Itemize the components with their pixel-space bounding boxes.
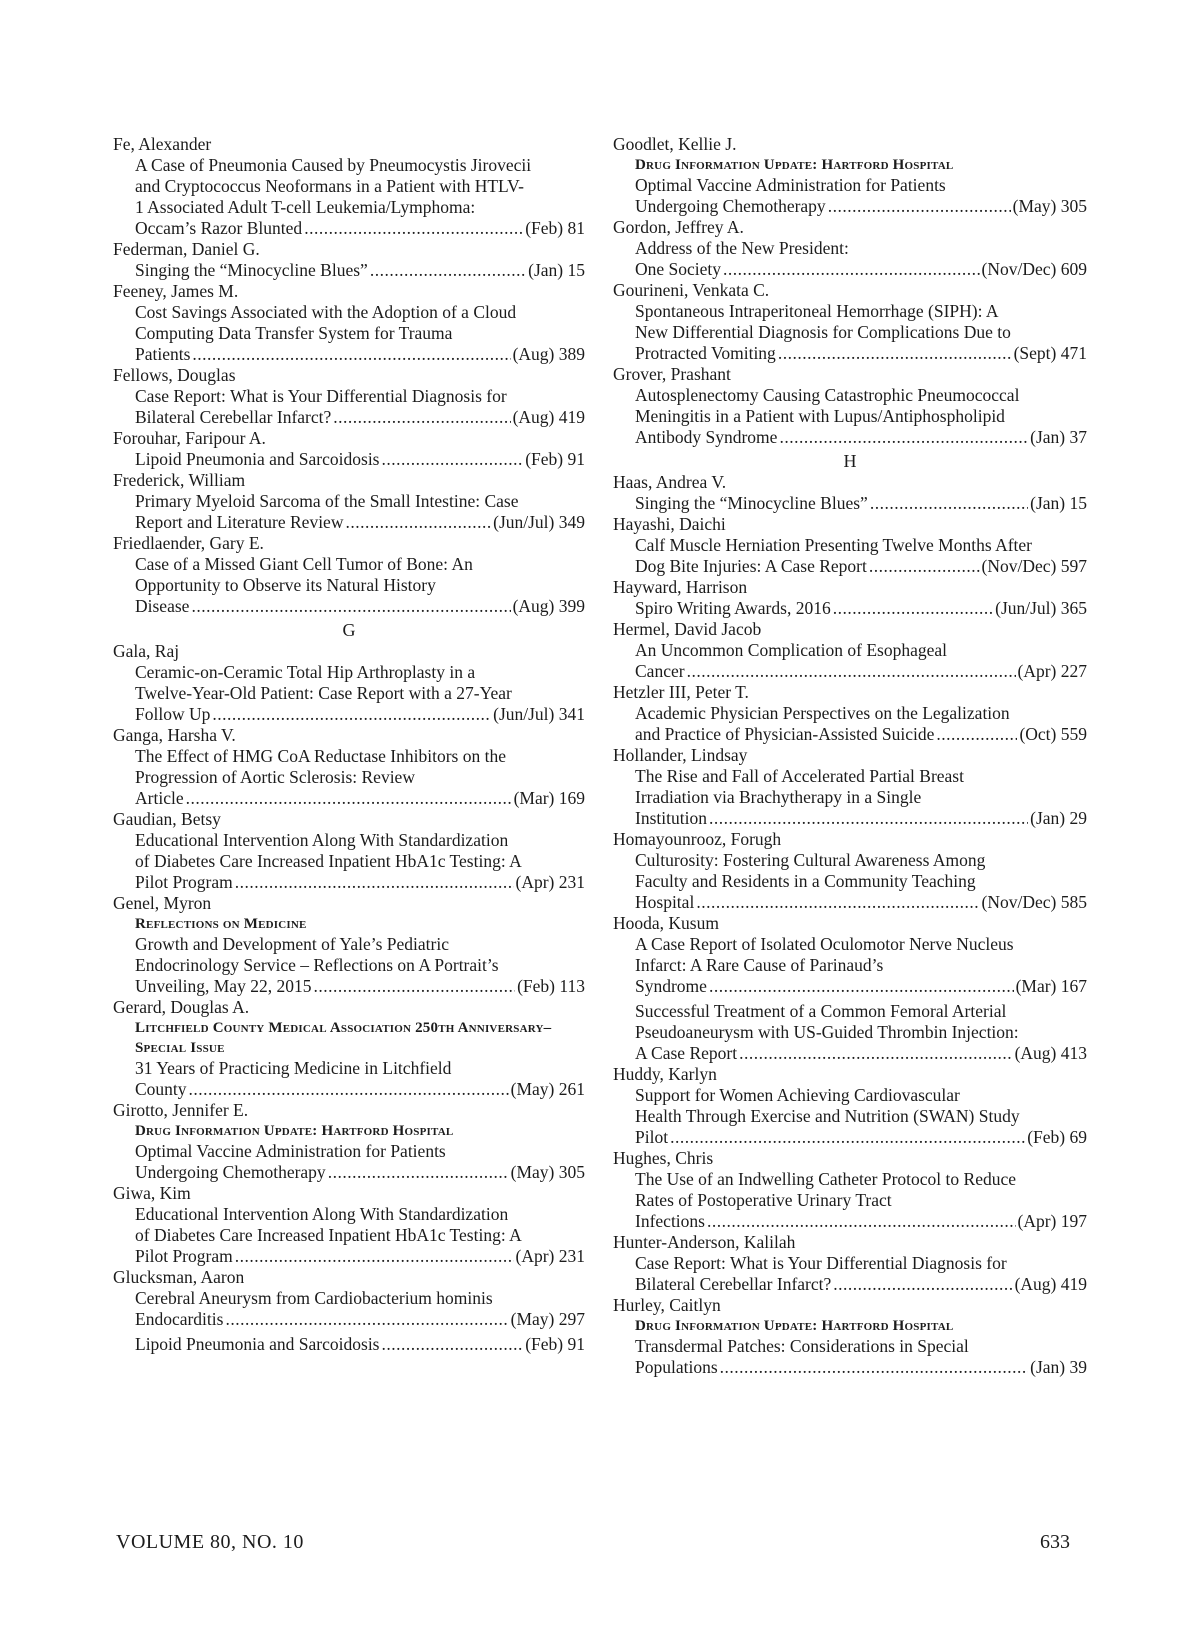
issue-page-ref: (Apr) 197	[1017, 1211, 1087, 1231]
article-title-line: Case of a Missed Giant Cell Tumor of Bone: An	[135, 554, 473, 574]
article-entry	[113, 934, 585, 997]
article-entry	[613, 934, 1087, 997]
issue-page-ref: (Apr) 227	[1017, 661, 1087, 681]
article-title-text: Bilateral Cerebellar Infarct?	[635, 1274, 832, 1294]
article-title-last-line	[635, 556, 1087, 577]
issue-page-ref: (Feb) 91	[525, 1334, 585, 1354]
article-entry	[613, 1085, 1087, 1148]
article-title-text: Singing the “Minocycline Blues”	[135, 260, 368, 280]
article-entry	[113, 1334, 585, 1355]
index-entry	[113, 1100, 585, 1183]
article-title-text: Lipoid Pneumonia and Sarcoidosis	[135, 449, 380, 469]
dot-leader	[382, 1334, 524, 1355]
section-letter: H	[843, 451, 857, 471]
index-entry	[613, 1148, 1087, 1232]
article-title-line: Spontaneous Intraperitoneal Hemorrhage (SIPH): A	[635, 301, 999, 321]
author-name: Glucksman, Aaron	[113, 1267, 245, 1287]
article-entry	[613, 175, 1087, 217]
article-entry	[613, 1169, 1087, 1232]
article-entry	[113, 1141, 585, 1183]
issue-page-ref: (Jun/Jul) 365	[995, 598, 1087, 618]
author-name: Feeney, James M.	[113, 281, 239, 301]
article-title-last-line	[135, 1334, 585, 1355]
article-entry	[613, 1253, 1087, 1295]
dot-leader	[828, 196, 1011, 217]
index-entry	[613, 829, 1087, 913]
article-entry	[613, 385, 1087, 448]
issue-page-ref: (Jan) 15	[1030, 493, 1087, 513]
article-title-text: Institution	[635, 808, 707, 828]
article-title-line: Faculty and Residents in a Community Teaching	[635, 871, 976, 891]
author-name: Fellows, Douglas	[113, 365, 236, 385]
article-entry	[613, 598, 1087, 619]
article-title-text: Protracted Vomiting	[635, 343, 776, 363]
article-entry	[613, 301, 1087, 364]
author-name: Gordon, Jeffrey A.	[613, 217, 744, 237]
article-title-line: The Use of an Indwelling Catheter Protocol to Reduce	[635, 1169, 1017, 1189]
issue-page-ref: (Apr) 231	[515, 1246, 585, 1266]
author-name: Friedlaender, Gary E.	[113, 533, 264, 553]
index-entry	[113, 428, 585, 470]
issue-page-ref: (Jan) 37	[1030, 427, 1087, 447]
article-entry	[613, 1001, 1087, 1064]
article-title-line: Case Report: What is Your Differential Diagnosis for	[135, 386, 507, 406]
dot-leader	[870, 493, 1028, 514]
article-title-text: Cancer	[635, 661, 685, 681]
author-name: Hayashi, Daichi	[613, 514, 726, 534]
article-entry	[113, 830, 585, 893]
dot-leader	[212, 704, 491, 725]
index-entry	[113, 997, 585, 1100]
article-title-last-line	[635, 1127, 1087, 1148]
issue-page-ref: (Jun/Jul) 349	[493, 512, 585, 532]
index-column-left	[113, 134, 585, 1355]
article-title-line: Opportunity to Observe its Natural History	[135, 575, 436, 595]
article-title-last-line	[635, 892, 1087, 913]
article-title-last-line	[635, 259, 1087, 280]
article-title-last-line	[135, 788, 585, 809]
dot-leader	[670, 1127, 1025, 1148]
dot-leader	[833, 1274, 1012, 1295]
author-name: Girotto, Jennifer E.	[113, 1100, 249, 1120]
article-title-last-line	[635, 976, 1087, 997]
article-title-last-line	[635, 343, 1087, 364]
article-title-line: Ceramic-on-Ceramic Total Hip Arthroplasty in a	[135, 662, 476, 682]
article-entry	[113, 554, 585, 617]
index-entry	[613, 1064, 1087, 1148]
index-entry	[113, 281, 585, 365]
article-title-last-line	[135, 407, 585, 428]
issue-page-ref: (Aug) 399	[512, 596, 585, 616]
article-title-text: Follow Up	[135, 704, 211, 724]
author-name: Genel, Myron	[113, 893, 212, 913]
author-name: Haas, Andrea V.	[613, 472, 727, 492]
issue-page-ref: (Nov/Dec) 585	[981, 892, 1087, 912]
index-entry	[113, 1267, 585, 1355]
article-entry	[113, 260, 585, 281]
index-entry	[113, 365, 585, 428]
issue-page-ref: (Mar) 167	[1015, 976, 1087, 996]
article-title-last-line	[135, 1162, 585, 1183]
article-entry	[113, 1288, 585, 1330]
index-entry	[613, 472, 1087, 514]
article-title-text: Spiro Writing Awards, 2016	[635, 598, 831, 618]
article-entry	[113, 155, 585, 239]
article-title-text: Bilateral Cerebellar Infarct?	[135, 407, 332, 427]
author-name: Hooda, Kusum	[613, 913, 719, 933]
index-entry	[113, 641, 585, 725]
index-entry	[613, 745, 1087, 829]
article-title-line: Address of the New President:	[635, 238, 849, 258]
article-title-last-line	[135, 260, 585, 281]
article-title-text: Article	[135, 788, 184, 808]
section-heading: Litchfield County Medical Association 250th Anniversary– Special Issue	[135, 1020, 552, 1056]
author-name: Gala, Raj	[113, 641, 180, 661]
article-title-line: An Uncommon Complication of Esophageal	[635, 640, 948, 660]
index-entry	[613, 1232, 1087, 1295]
article-entry	[113, 449, 585, 470]
issue-page-ref: (Jun/Jul) 341	[493, 704, 585, 724]
article-title-text: A Case Report	[635, 1043, 738, 1063]
article-title-last-line	[135, 596, 585, 617]
author-name: Homayounrooz, Forugh	[613, 829, 782, 849]
author-name: Gerard, Douglas A.	[113, 997, 250, 1017]
article-title-last-line	[635, 196, 1087, 217]
author-name: Grover, Prashant	[613, 364, 731, 384]
dot-leader	[936, 724, 1017, 745]
dot-leader	[191, 596, 510, 617]
author-name: Goodlet, Kellie J.	[613, 134, 737, 154]
article-title-line: Irradiation via Brachytherapy in a Single	[635, 787, 922, 807]
article-title-line: Culturosity: Fostering Cultural Awareness Among	[635, 850, 986, 870]
article-title-last-line	[135, 704, 585, 725]
article-entry	[613, 238, 1087, 280]
article-title-last-line	[635, 598, 1087, 619]
article-title-text: Populations	[635, 1357, 718, 1377]
author-name: Huddy, Karlyn	[613, 1064, 717, 1084]
article-title-line: Transdermal Patches: Considerations in Special	[635, 1336, 969, 1356]
index-entry	[613, 134, 1087, 217]
article-title-last-line	[135, 449, 585, 470]
article-title-line: The Rise and Fall of Accelerated Partial Breast	[635, 766, 964, 786]
article-title-last-line	[635, 1211, 1087, 1232]
section-heading: Drug Information Update: Hartford Hospital	[635, 157, 954, 173]
index-entry	[113, 725, 585, 809]
article-title-text: Undergoing Chemotherapy	[635, 196, 826, 216]
author-name: Ganga, Harsha V.	[113, 725, 236, 745]
section-heading: Drug Information Update: Hartford Hospital	[635, 1318, 954, 1334]
article-title-text: Singing the “Minocycline Blues”	[635, 493, 868, 513]
issue-page-ref: (Aug) 419	[512, 407, 585, 427]
article-title-line: Rates of Postoperative Urinary Tract	[635, 1190, 892, 1210]
article-title-line: Meningitis in a Patient with Lupus/Antiphospholipid	[635, 406, 1005, 426]
issue-page-ref: (May) 305	[510, 1162, 585, 1182]
index-entry	[613, 280, 1087, 364]
author-name: Hermel, David Jacob	[613, 619, 762, 639]
index-entry	[613, 682, 1087, 745]
article-entry	[613, 535, 1087, 577]
article-title-line: Pseudoaneurysm with US-Guided Thrombin Injection:	[635, 1022, 1019, 1042]
dot-leader	[687, 661, 1016, 682]
dot-leader	[370, 260, 526, 281]
article-title-text: Lipoid Pneumonia and Sarcoidosis	[135, 1334, 380, 1354]
article-title-text: Endocarditis	[135, 1309, 224, 1329]
dot-leader	[189, 1079, 509, 1100]
article-entry	[113, 302, 585, 365]
index-entry	[113, 134, 585, 239]
article-title-last-line	[135, 1246, 585, 1267]
article-title-last-line	[635, 661, 1087, 682]
author-name: Hayward, Harrison	[613, 577, 748, 597]
article-entry	[113, 386, 585, 428]
dot-leader	[304, 218, 523, 239]
dot-leader	[333, 407, 510, 428]
author-name: Hetzler III, Peter T.	[613, 682, 749, 702]
article-title-line: Primary Myeloid Sarcoma of the Small Intestine: Case	[135, 491, 519, 511]
issue-page-ref: (Feb) 81	[525, 218, 585, 238]
article-entry	[113, 491, 585, 533]
article-entry	[613, 493, 1087, 514]
article-title-line: Autosplenectomy Causing Catastrophic Pneumococcal	[635, 385, 1020, 405]
issue-page-ref: (Nov/Dec) 597	[981, 556, 1087, 576]
dot-leader	[779, 427, 1028, 448]
article-title-text: Patients	[135, 344, 191, 364]
dot-leader	[707, 1211, 1016, 1232]
article-title-line: Optimal Vaccine Administration for Patients	[635, 175, 946, 195]
article-title-last-line	[135, 1309, 585, 1330]
article-title-line: Academic Physician Perspectives on the Legalization	[635, 703, 1010, 723]
article-title-line: Health Through Exercise and Nutrition (SWAN) Study	[635, 1106, 1020, 1126]
article-title-text: Pilot	[635, 1127, 669, 1147]
index-entry	[613, 514, 1087, 577]
dot-leader	[696, 892, 979, 913]
index-column-right	[613, 134, 1087, 1378]
article-title-line: of Diabetes Care Increased Inpatient HbA1c Testing: A	[135, 851, 522, 871]
index-entry	[613, 1295, 1087, 1378]
issue-page-ref: (Sept) 471	[1013, 343, 1087, 363]
author-name: Gaudian, Betsy	[113, 809, 221, 829]
page-number: 633	[1040, 1531, 1070, 1553]
article-title-line: A Case Report of Isolated Oculomotor Nerve Nucleus	[635, 934, 1014, 954]
issue-page-ref: (Feb) 91	[525, 449, 585, 469]
volume-footer: VOLUME 80, NO. 10	[116, 1531, 304, 1553]
article-title-last-line	[635, 1274, 1087, 1295]
article-title-last-line	[635, 1043, 1087, 1064]
article-title-text: Disease	[135, 596, 190, 616]
article-title-line: Optimal Vaccine Administration for Patients	[135, 1141, 446, 1161]
section-heading: Reflections on Medicine	[135, 916, 307, 932]
article-title-text: Hospital	[635, 892, 695, 912]
article-title-line: Progression of Aortic Sclerosis: Review	[135, 767, 415, 787]
author-name: Frederick, William	[113, 470, 246, 490]
article-title-text: Report and Literature Review	[135, 512, 344, 532]
article-entry	[113, 746, 585, 809]
dot-leader	[833, 598, 993, 619]
index-entry	[113, 809, 585, 893]
dot-leader	[709, 976, 1014, 997]
article-entry	[113, 1204, 585, 1267]
issue-page-ref: (Feb) 69	[1027, 1127, 1087, 1147]
article-title-last-line	[635, 427, 1087, 448]
article-title-line: The Effect of HMG CoA Reductase Inhibitors on the	[135, 746, 506, 766]
dot-leader	[778, 343, 1012, 364]
article-title-text: Pilot Program	[135, 1246, 233, 1266]
dot-leader	[192, 344, 510, 365]
issue-page-ref: (Jan) 29	[1030, 808, 1087, 828]
issue-page-ref: (May) 261	[510, 1079, 585, 1099]
issue-page-ref: (May) 305	[1012, 196, 1087, 216]
article-title-line: Educational Intervention Along With Standardization	[135, 1204, 509, 1224]
article-title-last-line	[635, 1357, 1087, 1378]
issue-page-ref: (Jan) 39	[1030, 1357, 1087, 1377]
article-title-text: Antibody Syndrome	[635, 427, 778, 447]
author-name: Giwa, Kim	[113, 1183, 191, 1203]
article-entry	[613, 703, 1087, 745]
article-title-line: 1 Associated Adult T-cell Leukemia/Lymphoma:	[135, 197, 476, 217]
article-entry	[613, 766, 1087, 829]
article-title-last-line	[135, 218, 585, 239]
dot-leader	[709, 808, 1028, 829]
index-entry	[113, 470, 585, 533]
index-entry	[113, 1183, 585, 1267]
dot-leader	[345, 512, 491, 533]
dot-leader	[235, 1246, 514, 1267]
article-title-line: A Case of Pneumonia Caused by Pneumocystis Jirovecii	[135, 155, 532, 175]
author-name: Hunter-Anderson, Kalilah	[613, 1232, 796, 1252]
article-title-line: Twelve-Year-Old Patient: Case Report with a 27-Year	[135, 683, 512, 703]
article-title-line: New Differential Diagnosis for Complications Due to	[635, 322, 1011, 342]
issue-page-ref: (May) 297	[510, 1309, 585, 1329]
index-entry	[613, 619, 1087, 682]
issue-page-ref: (Aug) 413	[1014, 1043, 1087, 1063]
article-title-text: One Society	[635, 259, 722, 279]
article-title-line: Calf Muscle Herniation Presenting Twelve Months After	[635, 535, 1032, 555]
dot-leader	[869, 556, 980, 577]
article-title-text: Unveiling, May 22, 2015	[135, 976, 312, 996]
dot-leader	[720, 1357, 1028, 1378]
dot-leader	[739, 1043, 1013, 1064]
article-entry	[113, 1058, 585, 1100]
article-title-line: Cost Savings Associated with the Adoption of a Cloud	[135, 302, 517, 322]
author-name: Hollander, Lindsay	[613, 745, 748, 765]
index-entry	[613, 217, 1087, 280]
index-entry	[613, 913, 1087, 1064]
article-title-last-line	[135, 1079, 585, 1100]
article-title-line: Case Report: What is Your Differential Diagnosis for	[635, 1253, 1007, 1273]
author-name: Hurley, Caitlyn	[613, 1295, 721, 1315]
issue-page-ref: (Oct) 559	[1019, 724, 1087, 744]
article-entry	[113, 662, 585, 725]
article-entry	[613, 850, 1087, 913]
issue-page-ref: (Aug) 389	[512, 344, 585, 364]
author-name: Hughes, Chris	[613, 1148, 714, 1168]
article-title-line: Computing Data Transfer System for Trauma	[135, 323, 453, 343]
article-title-line: 31 Years of Practicing Medicine in Litchfield	[135, 1058, 452, 1078]
section-letter: G	[342, 620, 356, 640]
article-title-last-line	[135, 344, 585, 365]
author-name: Forouhar, Faripour A.	[113, 428, 266, 448]
dot-leader	[313, 976, 515, 997]
article-title-line: Support for Women Achieving Cardiovascular	[635, 1085, 960, 1105]
article-title-line: Growth and Development of Yale’s Pediatric	[135, 934, 449, 954]
article-title-line: Educational Intervention Along With Standardization	[135, 830, 509, 850]
dot-leader	[225, 1309, 508, 1330]
section-heading: Drug Information Update: Hartford Hospital	[135, 1123, 454, 1139]
article-title-text: Undergoing Chemotherapy	[135, 1162, 326, 1182]
author-name: Gourineni, Venkata C.	[613, 280, 770, 300]
author-name: Fe, Alexander	[113, 134, 212, 154]
issue-page-ref: (Mar) 169	[513, 788, 585, 808]
index-entry	[113, 533, 585, 617]
article-title-line: and Cryptococcus Neoformans in a Patient with HTLV-	[135, 176, 524, 196]
article-title-text: Syndrome	[635, 976, 707, 996]
issue-page-ref: (Nov/Dec) 609	[981, 259, 1087, 279]
dot-leader	[328, 1162, 509, 1183]
article-title-line: Infarct: A Rare Cause of Parinaud’s	[635, 955, 884, 975]
issue-page-ref: (Aug) 419	[1014, 1274, 1087, 1294]
dot-leader	[723, 259, 980, 280]
article-entry	[613, 1336, 1087, 1378]
issue-page-ref: (Apr) 231	[515, 872, 585, 892]
article-title-text: Infections	[635, 1211, 705, 1231]
article-title-text: and Practice of Physician-Assisted Suicide	[635, 724, 935, 744]
article-title-text: Pilot Program	[135, 872, 233, 892]
article-title-text: Occam’s Razor Blunted	[135, 218, 303, 238]
article-title-line: Cerebral Aneurysm from Cardiobacterium hominis	[135, 1288, 493, 1308]
issue-page-ref: (Jan) 15	[528, 260, 585, 280]
article-title-text: Dog Bite Injuries: A Case Report	[635, 556, 867, 576]
article-entry	[613, 640, 1087, 682]
author-name: Federman, Daniel G.	[113, 239, 260, 259]
article-title-text: County	[135, 1079, 187, 1099]
article-title-last-line	[635, 493, 1087, 514]
article-title-line: of Diabetes Care Increased Inpatient HbA1c Testing: A	[135, 1225, 522, 1245]
issue-page-ref: (Feb) 113	[517, 976, 585, 996]
article-title-last-line	[135, 976, 585, 997]
article-title-line: Successful Treatment of a Common Femoral Arterial	[635, 1001, 1007, 1021]
dot-leader	[186, 788, 512, 809]
dot-leader	[382, 449, 524, 470]
article-title-last-line	[135, 872, 585, 893]
article-title-line: Endocrinology Service – Reflections on A Portrait’s	[135, 955, 499, 975]
index-entry	[113, 893, 585, 997]
article-title-last-line	[635, 808, 1087, 829]
article-title-last-line	[635, 724, 1087, 745]
index-entry	[613, 364, 1087, 448]
dot-leader	[235, 872, 514, 893]
index-entry	[113, 239, 585, 281]
article-title-last-line	[135, 512, 585, 533]
index-entry	[613, 577, 1087, 619]
